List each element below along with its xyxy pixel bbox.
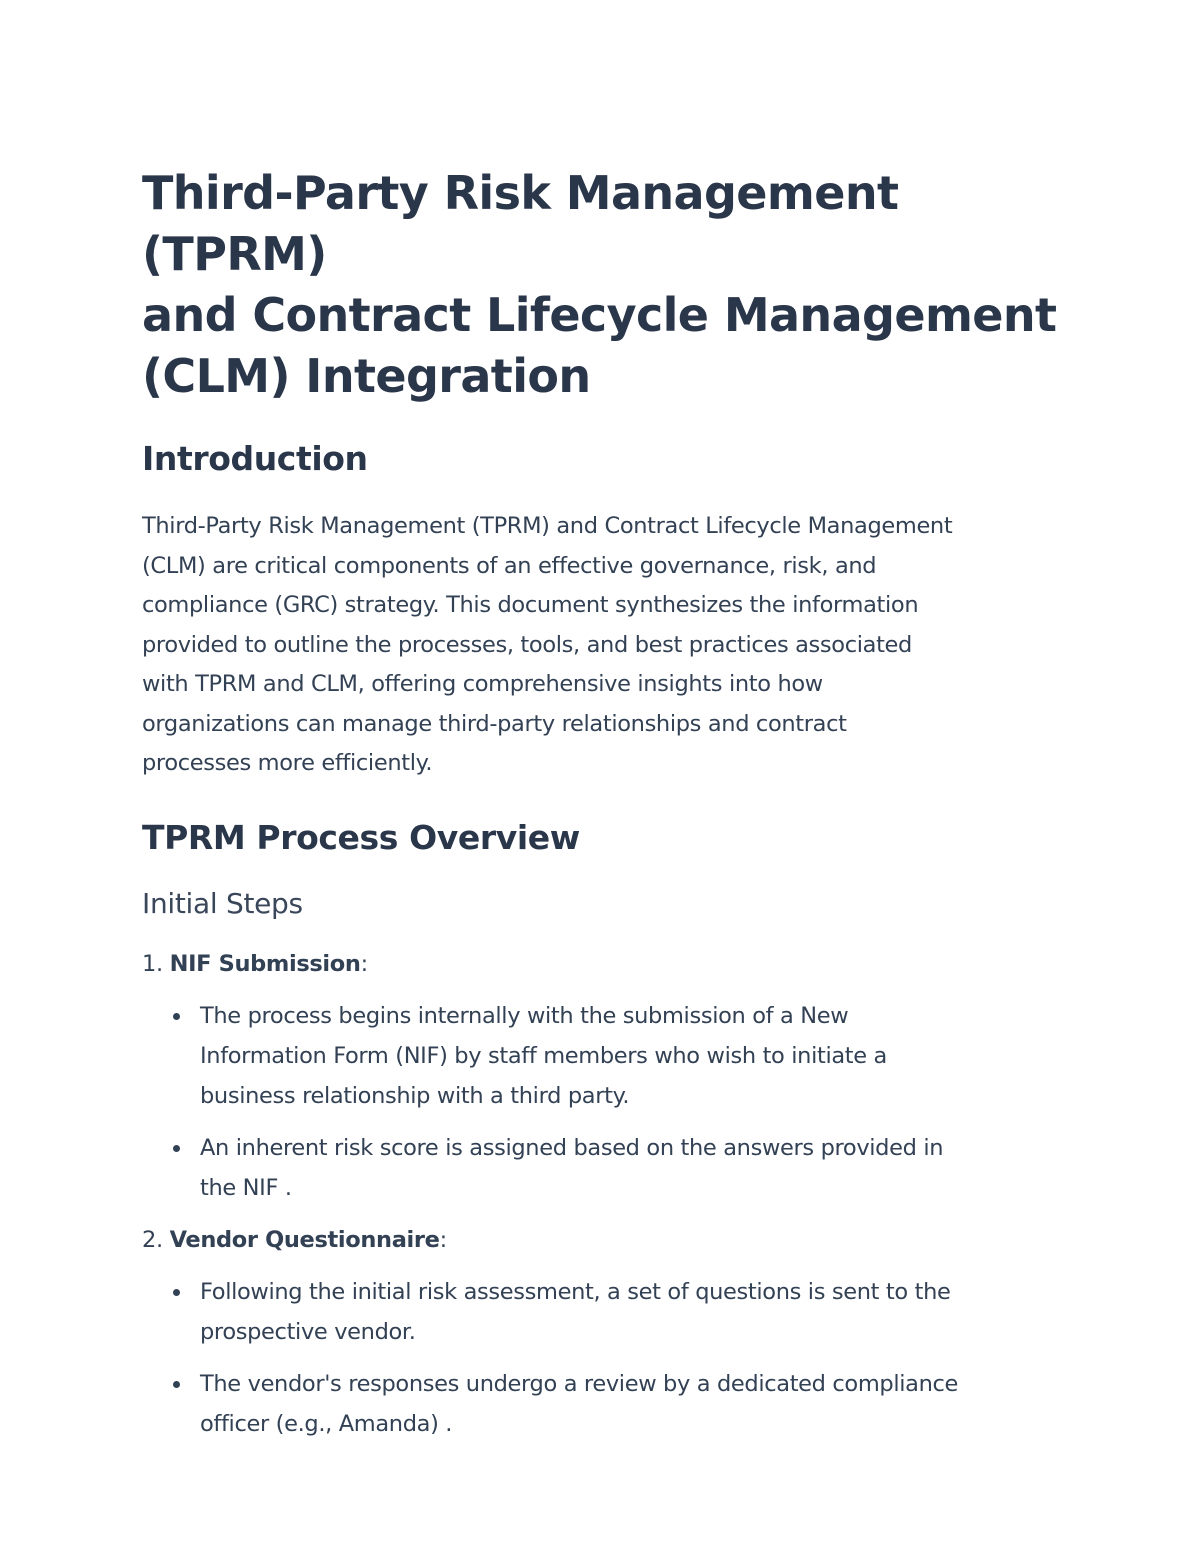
- bullet-dot-icon: [173, 1381, 180, 1388]
- document-title: [142, 163, 1072, 407]
- paragraph-line: processes more efficiently.: [142, 750, 433, 776]
- step-title: NIF Submission: [169, 950, 361, 977]
- bullet-item: [142, 1364, 1072, 1444]
- document-page: [142, 163, 1072, 1444]
- bullet-item: [142, 996, 1072, 1116]
- bullet-line: business relationship with a third party.: [200, 1082, 630, 1109]
- step-colon: :: [360, 950, 368, 977]
- bullet-line: the NIF .: [200, 1174, 292, 1201]
- introduction-heading: Introduction: [142, 439, 368, 478]
- bullet-item: [142, 1272, 1072, 1352]
- bullet-line: prospective vendor.: [200, 1318, 416, 1345]
- paragraph-line: with TPRM and CLM, offering comprehensive insights into how: [142, 671, 823, 697]
- title-line: (CLM) Integration: [142, 349, 591, 403]
- step-number: 2.: [142, 1226, 163, 1253]
- bullet-line: Following the initial risk assessment, a set of questions is sent to the: [200, 1278, 951, 1305]
- step-item: [142, 1220, 1072, 1444]
- bullet-line: An inherent risk score is assigned based on the answers provided in: [200, 1134, 944, 1161]
- step-heading: [142, 1220, 1072, 1260]
- bullet-item: [142, 1128, 1072, 1208]
- bullet-dot-icon: [173, 1145, 180, 1152]
- bullet-line: The process begins internally with the submission of a New: [200, 1002, 849, 1029]
- step-item: [142, 944, 1072, 1208]
- paragraph-line: organizations can manage third-party relationships and contract: [142, 710, 847, 737]
- bullet-line: The vendor's responses undergo a review by a dedicated compliance: [200, 1370, 959, 1397]
- paragraph-line: compliance (GRC) strategy. This document synthesizes the information: [142, 592, 919, 618]
- steps-list: [142, 944, 1072, 1444]
- title-line: and Contract Lifecycle Management: [142, 288, 1057, 342]
- bullet-line: Information Form (NIF) by staff members who wish to initiate a: [200, 1042, 887, 1069]
- step-number: 1.: [142, 950, 163, 977]
- bullet-list: [142, 996, 1072, 1208]
- title-line: Third-Party Risk Management (TPRM): [142, 166, 899, 281]
- bullet-dot-icon: [173, 1289, 180, 1296]
- bullet-list: [142, 1272, 1072, 1444]
- step-colon: :: [439, 1226, 447, 1253]
- step-title: Vendor Questionnaire: [169, 1226, 440, 1253]
- tprm-overview-heading: TPRM Process Overview: [142, 817, 580, 857]
- bullet-dot-icon: [173, 1013, 180, 1020]
- bullet-line: officer (e.g., Amanda) .: [200, 1410, 453, 1437]
- paragraph-line: (CLM) are critical components of an effective governance, risk, and: [142, 552, 877, 579]
- introduction-paragraph: [142, 507, 1072, 784]
- step-heading: [142, 944, 1072, 984]
- initial-steps-heading: Initial Steps: [142, 886, 303, 920]
- paragraph-line: provided to outline the processes, tools, and best practices associated: [142, 631, 912, 658]
- paragraph-line: Third-Party Risk Management (TPRM) and Contract Lifecycle Management: [142, 513, 953, 539]
